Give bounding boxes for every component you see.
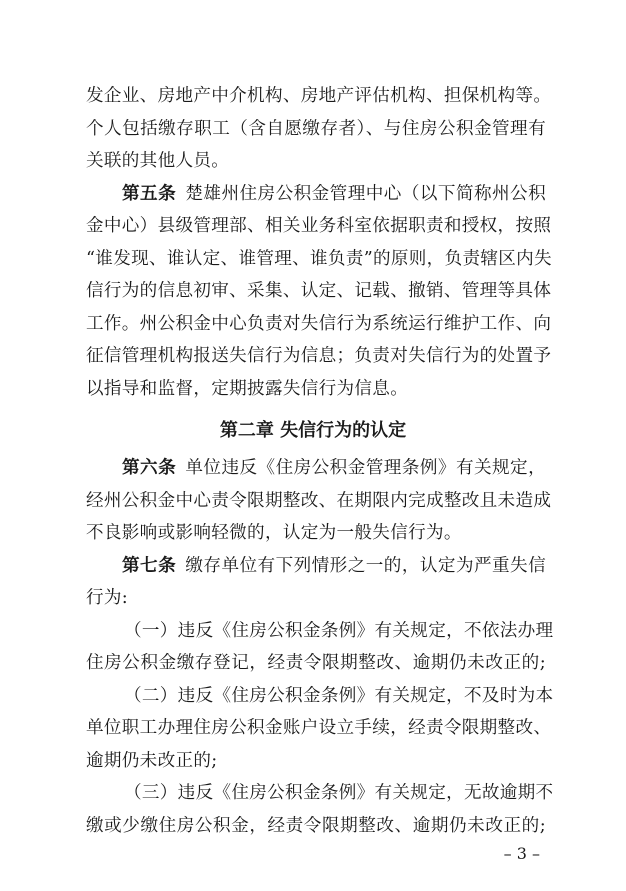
article-text: 单位违反《住房公积金管理条例》有关规定， bbox=[185, 458, 546, 478]
text-line: 住房公积金缴存登记，经责令限期整改、逾期仍未改正的; bbox=[86, 653, 546, 674]
text-line: 金中心）县级管理部、相关业务科室依据职责和授权，按照 bbox=[86, 216, 552, 237]
article-text: 缴存单位有下列情形之一的，认定为严重失信 bbox=[185, 555, 546, 576]
text-line: 逾期仍未改正的; bbox=[86, 750, 218, 771]
text-line: 信行为的信息初审、采集、认定、记载、撤销、管理等具体 bbox=[86, 281, 552, 302]
text-line: 单位职工办理住房公积金账户设立手续，经责令限期整改、 bbox=[86, 718, 552, 739]
article-label: 第五条 bbox=[122, 183, 177, 204]
article-6-line bbox=[122, 456, 546, 480]
text-line: 工作。州公积金中心负责对失信行为系统运行维护工作、向 bbox=[86, 313, 552, 334]
text-line: 缴或少缴住房公积金，经责令限期整改、逾期仍未改正的; bbox=[86, 816, 546, 836]
text-line: 发企业、房地产中介机构、房地产评估机构、担保机构等。 bbox=[86, 86, 552, 106]
chapter-heading: 第二章 失信行为的认定 bbox=[219, 420, 407, 442]
clause-line: （二）违反《住房公积金条例》有关规定，不及时为本 bbox=[124, 685, 554, 706]
article-text: 楚雄州住房公积金管理中心（以下简称州公积 bbox=[185, 183, 546, 204]
text-line: “谁发现、谁认定、谁管理、谁负责”的原则，负责辖区内失 bbox=[86, 248, 552, 269]
article-5-line bbox=[122, 182, 546, 206]
article-7-line bbox=[122, 554, 546, 578]
text-line: 经州公积金中心责令限期整改、在期限内完成整改且未造成 bbox=[86, 490, 552, 511]
text-line: 行为: bbox=[86, 588, 129, 609]
article-label: 第六条 bbox=[122, 458, 177, 478]
clause-line: （三）违反《住房公积金条例》有关规定，无故逾期不 bbox=[124, 783, 554, 804]
text-line: 个人包括缴存职工（含自愿缴存者）、与住房公积金管理有 bbox=[86, 118, 546, 139]
page-number: – 3 – bbox=[503, 844, 540, 863]
text-line: 以指导和监督，定期披露失信行为信息。 bbox=[86, 378, 409, 399]
text-line: 征信管理机构报送失信行为信息；负责对失信行为的处置予 bbox=[86, 346, 552, 367]
clause-line: （一）违反《住房公积金条例》有关规定，不依法办理 bbox=[124, 620, 554, 641]
text-line: 关联的其他人员。 bbox=[86, 151, 230, 172]
text-line: 不良影响或影响轻微的，认定为一般失信行为。 bbox=[86, 523, 462, 544]
article-label: 第七条 bbox=[122, 555, 177, 576]
